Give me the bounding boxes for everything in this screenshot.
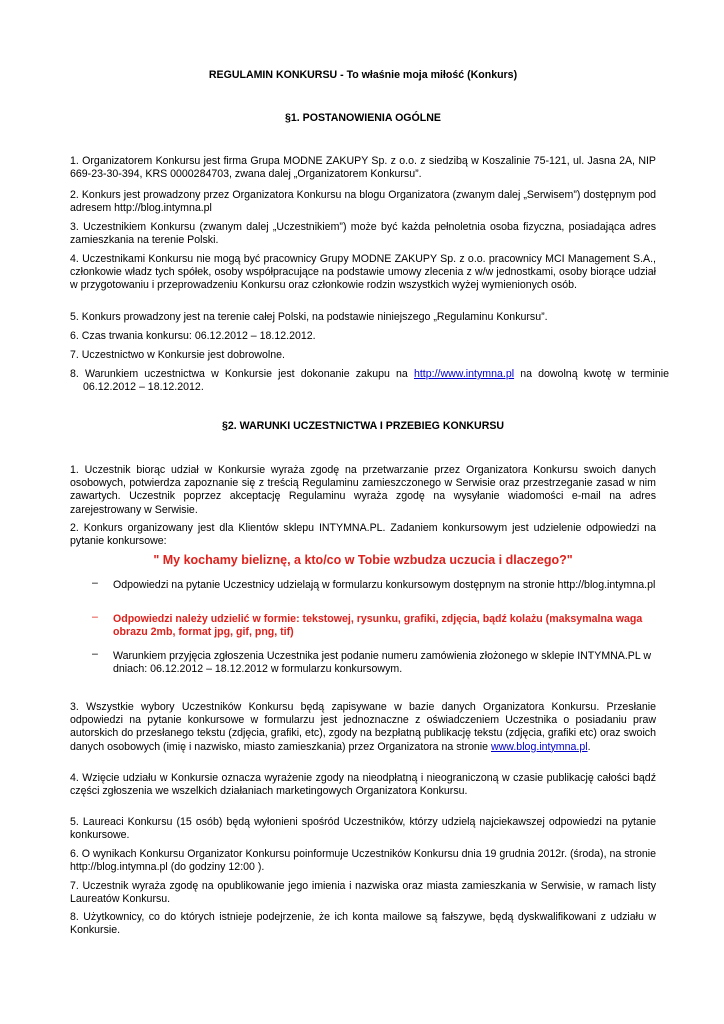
s2-p3-text-a: 3. Wszystkie wybory Uczestników Konkursu będą zapisywane w bazie danych Organizatora Konkursu. Przesłanie odpowiedzi na pytanie konkursowe w formularzu jest jednoznaczne z oświadczeniem Uczestnika o posiadaniu praw autorskich do przesłanego tekstu (zdjęcia, grafiki, etc), zgody na bezpłatną publikację tekstu (zdjęcia, grafiki etc) oraz swoich danych osobowych (imię i nazwisko, miasto zamieszkania) przez Organizatora na stronie (70, 701, 656, 753)
bullet-dash-3: – (92, 648, 98, 660)
blog-link[interactable]: www.blog.intymna.pl (491, 740, 588, 753)
s2-paragraph-5: 5. Laureaci Konkursu (15 osób) będą wyłonieni spośród Uczestników, którzy udzielą najciekawszej odpowiedzi na pytanie konkursowe. (70, 816, 656, 842)
s2-p3-text-b: . (587, 740, 591, 753)
s1-paragraph-1: 1. Organizatorem Konkursu jest firma Grupa MODNE ZAKUPY Sp. z o.o. z siedzibą w Koszalinie 75-121, ul. Jasna 2A, NIP 669-23-30-394, KRS 0000284703, zwana dalej „Organizatorem Konkursu”. (70, 155, 656, 181)
s2-paragraph-8: 8. Użytkownicy, co do których istnieje podejrzenie, że ich konta mailowe są fałszywe, będą dyskwalifikowani z udziału w Konkursie. (70, 911, 656, 937)
s1-paragraph-3: 3. Uczestnikiem Konkursu (zwanym dalej „Uczestnikiem”) może być każda pełnoletnia osoba fizyczna, posiadająca adres zamieszkania na terenie Polski. (70, 221, 656, 247)
s1-paragraph-5: 5. Konkurs prowadzony jest na terenie całej Polski, na podstawie niniejszego „Regulaminu Konkursu”. (70, 311, 548, 323)
s2-paragraph-6: 6. O wynikach Konkursu Organizator Konkursu poinformuje Uczestników Konkursu dnia 19 grudnia 2012r. (środa), na stronie http://blog.intymna.pl (do godziny 12:00 ). (70, 848, 656, 874)
intymna-link[interactable]: http://www.intymna.pl (413, 368, 515, 380)
s1-p8-text-b: na dowolną kwotę w terminie 06.12.2012 – 18.12.2012. (83, 368, 669, 394)
bullet-item-2: Odpowiedzi należy udzielić w formie: tekstowej, rysunku, grafiki, zdjęcia, bądź kolażu (maksymalna waga obrazu 2mb, format jpg, gif, png, tif) (113, 613, 643, 639)
s1-paragraph-8 (70, 368, 669, 394)
s2-paragraph-4: 4. Wzięcie udziału w Konkursie oznacza wyrażenie zgody na nieodpłatną i nieograniczoną w czasie publikację całości bądź części zgłoszenia we wszelkich działaniach marketingowych Organizatora Konkursu. (70, 772, 656, 798)
bullet-dash-1: – (92, 577, 98, 589)
document-title: REGULAMIN KONKURSU - To właśnie moja miłość (Konkurs) (208, 69, 518, 81)
s1-paragraph-6: 6. Czas trwania konkursu: 06.12.2012 – 18.12.2012. (70, 330, 316, 342)
s1-paragraph-2: 2. Konkurs jest prowadzony przez Organizatora Konkursu na blogu Organizatora (zwanym dalej „Serwisem”) dostępnym pod adresem http://blog.intymna.pl (70, 189, 656, 215)
section-1-heading: §1. POSTANOWIENIA OGÓLNE (285, 112, 441, 124)
s1-paragraph-7: 7. Uczestnictwo w Konkursie jest dobrowolne. (70, 349, 285, 361)
bullet-item-3: Warunkiem przyjęcia zgłoszenia Uczestnika jest podanie numeru zamówienia złożonego w sklepie INTYMNA.PL w dniach: 06.12.2012 – 18.12.2012 w formularzu konkursowym. (113, 650, 651, 676)
s2-paragraph-2: 2. Konkurs organizowany jest dla Klientów sklepu INTYMNA.PL. Zadaniem konkursowym jest udzielenie odpowiedzi na pytanie konkursowe: (70, 522, 656, 548)
contest-question: " My kochamy bieliznę, a kto/co w Tobie wzbudza uczucia i dlaczego?" (153, 553, 573, 567)
s2-paragraph-3 (70, 701, 656, 754)
bullet-item-1: Odpowiedzi na pytanie Uczestnicy udzielają w formularzu konkursowym dostępnym na stronie http://blog.intymna.pl (113, 579, 656, 591)
bullet-dash-2: – (92, 611, 98, 623)
s1-p8-text-a: 8. Warunkiem uczestnictwa w Konkursie jest dokonanie zakupu na (70, 368, 414, 380)
s2-paragraph-1: 1. Uczestnik biorąc udział w Konkursie wyraża zgodę na przetwarzanie przez Organizatora Konkursu swoich danych osobowych, potwierdza zapoznanie się z treścią Regulaminu zamieszczonego w Serwisie oraz przestrzeganie zasad w nim zawartych. Uczestnik poprzez akceptację Regulaminu wyraża zgodę na wysyłanie wiadomości e-mail na adres zarejestrowany w Serwisie. (70, 464, 656, 516)
s1-paragraph-4: 4. Uczestnikami Konkursu nie mogą być pracownicy Grupy MODNE ZAKUPY Sp. z o.o. pracownicy MCI Management S.A., członkowie władz tych spółek, osoby współpracujące na podstawie umowy zlecenia z w/w jednostkami, osoby biorące udział w przygotowaniu i przeprowadzeniu Konkursu oraz członkowie rodzin wszystkich wyżej wymienionych osób. (70, 253, 656, 292)
s2-paragraph-7: 7. Uczestnik wyraża zgodę na opublikowanie jego imienia i nazwiska oraz miasta zamieszkania w Serwisie, w ramach listy Laureatów Konkursu. (70, 880, 656, 906)
section-2-heading: §2. WARUNKI UCZESTNICTWA I PRZEBIEG KONKURSU (221, 420, 505, 432)
